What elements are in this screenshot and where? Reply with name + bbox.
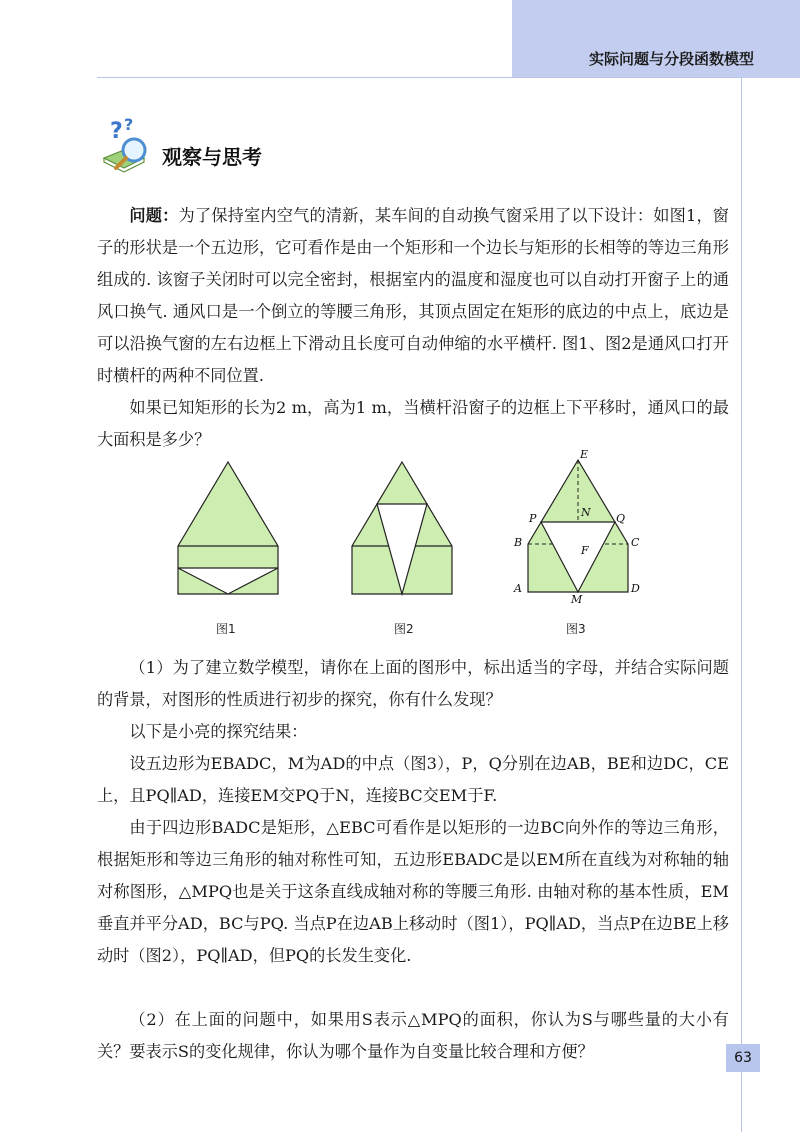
svg-text:?: ? <box>110 119 123 144</box>
point-Q-label: Q <box>616 512 626 525</box>
figure-3-caption: 图3 <box>566 622 586 636</box>
part2-paragraph: （2）在上面的问题中，如果用S表示△MPQ的面积，你认为S与哪些量的大小有关？要表示S的变化规律，你认为哪个量作为自变量比较合理和方便？ <box>97 1010 729 1061</box>
section-title: 观察与思考 <box>162 145 262 169</box>
problem-paragraph <box>97 200 729 392</box>
analysis-paragraph: 由于四边形BADC是矩形，△EBC可看作是以矩形的一边BC向外作的等边三角形，根据矩形和等边三角形的轴对称性可知，五边形EBADC是以EM所在直线为对称轴的轴对称图形，△MPQ也是关于这条直线成轴对称的等腰三角形. 由轴对称的基本性质，EM垂直并平分AD，BC与PQ. 当点P在边AB上移动时（图1），PQ∥AD，当点P在边BE上移动时（图2），PQ∥AD，但PQ的长发生变化. <box>97 818 729 965</box>
running-header-title: 实际问题与分段函数模型 <box>588 50 754 68</box>
svg-text:?: ? <box>124 115 134 134</box>
problem-text: 为了保持室内空气的清新，某车间的自动换气窗采用了以下设计：如图1，窗子的形状是一个五边形，它可看作是由一个矩形和一个边长与矩形的长相等的等边三角形组成的. 该窗子关闭时可以完全密封，根据室内的温度和湿度也可以自动打开窗子上的通风口换气. 通风口是一个倒立的等腰三角形，其顶点固定在矩形的底边的中点上，底边是可以沿换气窗的左右边框上下滑动且长度可自动伸缩的水平横杆. 图1、图2是通风口打开时横杆的两种不同位置. <box>97 206 729 385</box>
point-E-label: E <box>580 448 589 461</box>
figure-1-caption: 图1 <box>216 622 236 636</box>
figure-2 <box>350 460 454 596</box>
intro-paragraph: 以下是小亮的探究结果： <box>129 722 308 741</box>
point-N-label: N <box>581 506 591 519</box>
magnifier-book-icon <box>100 114 158 176</box>
part1-paragraph: （1）为了建立数学模型，请你在上面的图形中，标出适当的字母，并结合实际问题的背景，对图形的性质进行初步的探究，你有什么发现？ <box>97 658 729 709</box>
margin-divider <box>741 78 742 1132</box>
page-number: 63 <box>726 1044 760 1072</box>
point-P-label: P <box>529 512 537 525</box>
problem-label: 问题： <box>129 206 179 225</box>
question-paragraph: 如果已知矩形的长为2 m，高为1 m，当横杆沿窗子的边框上下平移时，通风口的最大面积是多少？ <box>97 398 729 449</box>
point-A-label: A <box>514 582 522 595</box>
header-divider <box>97 77 742 78</box>
figure-1 <box>176 460 280 596</box>
figure-2-caption: 图2 <box>394 622 414 636</box>
point-D-label: D <box>631 582 640 595</box>
figure-3 <box>508 446 648 606</box>
point-B-label: B <box>514 536 523 549</box>
setup-paragraph: 设五边形为EBADC，M为AD的中点（图3），P，Q分别在边AB，BE和边DC，CE上，且PQ∥AD，连接EM交PQ于N，连接BC交EM于F. <box>97 754 729 805</box>
point-C-label: C <box>631 536 640 549</box>
point-F-label: F <box>581 544 589 557</box>
point-M-label: M <box>571 593 583 606</box>
